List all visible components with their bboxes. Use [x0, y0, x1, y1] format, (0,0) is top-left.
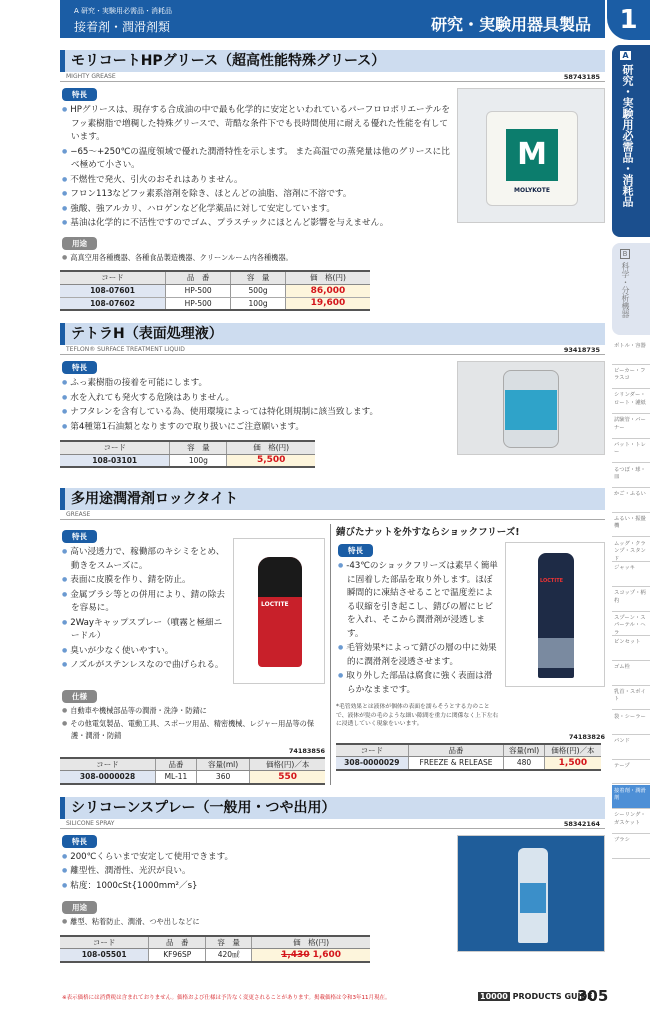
spec-badge: 仕様: [62, 690, 97, 703]
value-cell: 360: [196, 771, 250, 784]
footer-note: ※表示価格には消費税は含まれておりません。価格および仕様は予告なく変更されることがあります。掲載価格は令和3年11月現在。: [62, 994, 391, 1001]
header-subcategory: 接着剤・潤滑剤類: [74, 20, 171, 34]
image-brand-label: MOLYKOTE: [514, 187, 550, 194]
column-divider: [330, 524, 331, 785]
footnote: *毛管効果とは液体が個体の表面を濡らそうとする力のことで、液体が髪の毛のような細い隙間を重力に関係なく上下左右に浸透していく現象をいいます。: [336, 704, 499, 727]
sidebar-item[interactable]: バンド: [612, 735, 650, 760]
list-item: ● -43℃のショックフリーズは素早く簡単に固着した部品を取り外します。ほぼ瞬間的に凍結させることで温度差による収縮を引き起こし、錆びの層にヒビを入れ、そこから潤滑剤が浸透します。: [338, 559, 499, 641]
sidebar-item[interactable]: シリンダー・ロート・濾紙: [612, 389, 650, 414]
list-item: ● 2Wayキャップスプレー（噴霧と極細ニードル）: [62, 616, 227, 644]
column-header: 容量(ml): [504, 744, 544, 757]
price-cell: 86,000: [285, 284, 370, 297]
column-header: 価格(円)／本: [250, 758, 325, 771]
sidebar-item[interactable]: ビーカー・フラスコ: [612, 365, 650, 390]
column-header: コード: [60, 936, 149, 949]
tab-label: 研究・実験用必需品・消耗品: [621, 64, 634, 207]
price-table: [60, 440, 315, 468]
column-header: 容量(ml): [196, 758, 250, 771]
features-badge: 特長: [62, 835, 97, 848]
list-item: ● 強酸、強アルカリ、ハロゲンなど化学薬品に対して安定しています。: [62, 202, 451, 217]
features-badge: 特長: [62, 530, 97, 543]
list-item: ● 取り外した部品は腐食に強く表面は滑らかなままです。: [338, 669, 499, 697]
sidebar-item[interactable]: ムッグ・クランプ・スタンド: [612, 538, 650, 563]
sidebar-item[interactable]: ピンセット: [612, 636, 650, 661]
product-title: 多用途潤滑剤ロックタイト: [60, 488, 605, 510]
product-image-tetra: [457, 361, 605, 455]
price-cell: 550: [250, 771, 325, 784]
value-cell: KF96SP: [149, 949, 206, 962]
price-cell: [252, 949, 370, 962]
catalog-code: 58743185: [563, 73, 600, 81]
page-header: [60, 0, 605, 38]
sidebar-item[interactable]: ボトル・容器: [612, 340, 650, 365]
list-item: ● 毛管効果*によって錆びの層の中に効果的に潤滑剤を浸透させます。: [338, 641, 499, 669]
product-subtitle: [60, 819, 605, 829]
column-header: 品番: [408, 744, 504, 757]
usage-badge: 用途: [62, 237, 97, 250]
table-row: [60, 771, 325, 784]
guide-label: [478, 992, 593, 1001]
page-footer: [60, 986, 609, 1007]
subproduct-heading: 錆びたナットを外すならショックフリーズ!: [336, 527, 520, 538]
sidebar-item[interactable]: バット・トレー: [612, 439, 650, 464]
list-item: ● 金属ブラシ等との併用により、錆の除去を容易に。: [62, 588, 227, 616]
product-subtitle: [60, 510, 605, 520]
sidebar-item[interactable]: スプーン・スパーテル・ヘラ: [612, 612, 650, 637]
sidebar-item[interactable]: ゴム栓: [612, 661, 650, 686]
table-row: [60, 454, 315, 467]
column-header: コード: [60, 271, 166, 284]
usage-list: [60, 916, 451, 929]
price-cell: 19,600: [285, 297, 370, 310]
price-table: [60, 935, 370, 963]
list-item: ● 離型、粘着防止、潤滑、つや出しなどに: [62, 916, 451, 929]
sidebar-item[interactable]: 袋・シーラー: [612, 711, 650, 736]
header-section-title: 研究・実験用器具製品: [430, 15, 591, 34]
sidebar-item[interactable]: シーリング・ガスケット: [612, 809, 650, 834]
subtitle-text: MIGHTY GREASE: [66, 73, 116, 80]
list-item: ● 第4種第1石油類となりますので取り扱いにご注意願います。: [62, 420, 451, 435]
column-header: 容 量: [170, 441, 227, 454]
code-cell: 108-03101: [60, 454, 170, 467]
tab-label: 科学・分析機器: [621, 262, 630, 318]
tab-letter: B: [620, 249, 630, 259]
loctite-ml11-column: [60, 524, 325, 785]
catalog-code: 74183826: [568, 732, 605, 741]
list-item: ● 離型性、潤滑性、光沢が良い。: [62, 864, 451, 879]
product-title: シリコーンスプレー（一般用・つや出用）: [60, 797, 605, 819]
list-item: ● 臭いが少なく使いやすい。: [62, 644, 227, 659]
table-row: [60, 949, 370, 962]
list-item: ● 粘度：1000cSt{1000mm²／s}: [62, 879, 451, 894]
catalog-code: 74183856: [288, 746, 325, 755]
features-list: [336, 559, 499, 697]
sidebar-item[interactable]: るつぼ・球・皿: [612, 464, 650, 489]
list-item: ● 高い浸透力で、稼働部のキシミをとめ、動きをスムーズに。: [62, 545, 227, 573]
table-row: [60, 297, 370, 310]
product-section-tetra-h: [60, 323, 605, 468]
features-badge: 特長: [62, 88, 97, 101]
sidebar-item[interactable]: ブラシ: [612, 834, 650, 859]
main-column: [60, 0, 609, 1017]
catalog-code: 58342164: [563, 819, 600, 828]
value-cell: HP-500: [166, 284, 231, 297]
list-item: ● −65〜+250℃の温度領域で優れた潤滑特性を示します。 また高温での蒸発量は他のグリースに比べ極めて小さい。: [62, 145, 451, 173]
product-title: モリコートHPグリース（超高性能特殊グリース）: [60, 50, 605, 72]
sidebar-item[interactable]: スコップ・柄杓: [612, 587, 650, 612]
column-header: 価 格(円): [252, 936, 370, 949]
guide-number: 10000: [480, 991, 508, 1001]
price-table: [60, 757, 325, 785]
list-item: ● 不燃性で発火、引火のおそれはありません。: [62, 173, 451, 188]
list-item: ● 高真空用各種機器、各種食品製造機器、クリーンルーム内各種機器。: [62, 252, 451, 265]
features-list: [60, 376, 451, 434]
table-row: [60, 284, 370, 297]
sidebar-tab-b[interactable]: [612, 243, 650, 335]
list-item: ● 基油は化学的に不活性ですのでゴム、プラスチックにほとんど影響を与えません。: [62, 216, 451, 231]
price-table: [60, 270, 370, 311]
product-section-silicone-spray: [60, 797, 605, 963]
value-cell: FREEZE & RELEASE: [408, 757, 504, 770]
column-header: 価格(円)／本: [544, 744, 601, 757]
list-item: ● 200℃くらいまで安定して使用できます。: [62, 850, 451, 865]
old-price: 1,430: [281, 949, 310, 960]
list-item: ● 水を入れても発火する危険はありません。: [62, 391, 451, 406]
sidebar-item[interactable]: かご・ふるい: [612, 488, 650, 513]
price-cell: 1,500: [544, 757, 601, 770]
list-item: ● フロン113などフッ素系溶剤を除き、ほとんどの油脂、溶剤に不溶です。: [62, 187, 451, 202]
product-image-silicone-spray: [457, 835, 605, 952]
sidebar-item[interactable]: 接着剤・潤滑剤: [612, 785, 650, 810]
new-price: 1,600: [312, 949, 342, 960]
spec-list: [60, 705, 325, 743]
value-cell: 420㎖: [206, 949, 252, 962]
subtitle-text: GREASE: [66, 511, 91, 518]
list-item: ● その他電気製品、電動工具、スポーツ用品、精密機械、レジャー用品等の保護・潤滑・防錆: [62, 718, 325, 743]
product-subtitle: [60, 345, 605, 355]
column-header: コード: [60, 758, 156, 771]
code-cell: 108-05501: [60, 949, 149, 962]
subtitle-text: TEFLON® SURFACE TREATMENT LIQUID: [66, 346, 185, 353]
product-section-hp-grease: [60, 50, 605, 311]
chapter-tab[interactable]: 1: [607, 0, 650, 40]
value-cell: 500g: [231, 284, 286, 297]
usage-list: [60, 252, 451, 265]
image-brand-label: LOCTITE: [540, 578, 564, 584]
column-header: 容 量: [231, 271, 286, 284]
list-item: ● ふっ素樹脂の接着を可能にします。: [62, 376, 451, 391]
list-item: ● 自動車や機械部品等の潤滑・洗浄・防錆に: [62, 705, 325, 718]
image-brand-label: LOCTITE: [261, 601, 289, 608]
subtitle-text: SILICONE SPRAY: [66, 819, 115, 827]
list-item: ● HPグリースは、現存する合成油の中で最も化学的に安定といわれているパーフロロポリエーテルをフッ素樹脂で増稠した特殊グリースで、苛酷な条件下でも長時間使用に耐える優れた性能を有しています。: [62, 103, 451, 145]
sidebar-item[interactable]: ふるい・振盪機: [612, 513, 650, 538]
page-number: 305: [577, 986, 609, 1005]
column-header: コード: [60, 441, 170, 454]
features-list: [60, 103, 451, 231]
code-cell: 308-0000029: [336, 757, 408, 770]
column-header: 品 番: [166, 271, 231, 284]
column-header: 品 番: [149, 936, 206, 949]
product-section-loctite: [60, 488, 605, 785]
list-item: ● ノズルがステンレスなので曲げられる。: [62, 658, 227, 673]
product-image-freeze-release: [505, 542, 605, 687]
value-cell: HP-500: [166, 297, 231, 310]
value-cell: 100g: [170, 454, 227, 467]
code-cell: 108-07601: [60, 284, 166, 297]
product-image-grease: M MOLYKOTE: [457, 88, 605, 223]
tab-letter: A: [620, 51, 631, 60]
column-header: コード: [336, 744, 408, 757]
product-subtitle: [60, 72, 605, 82]
table-row: [336, 757, 601, 770]
code-cell: 108-07602: [60, 297, 166, 310]
list-item: ● 表面に皮膜を作り、錆を防止。: [62, 573, 227, 588]
list-item: ● ナフタレンを含有している為、使用環境によっては特化則規制に該当致します。: [62, 405, 451, 420]
sidebar-item[interactable]: 乳首・スポイト: [612, 686, 650, 711]
product-title: テトラH（表面処理液）: [60, 323, 605, 345]
features-list: [60, 850, 451, 894]
product-image-loctite-ml11: [233, 538, 325, 684]
column-header: 品番: [156, 758, 197, 771]
code-cell: 308-0000028: [60, 771, 156, 784]
sidebar-item[interactable]: 試験管・バーナー: [612, 414, 650, 439]
price-table: [336, 743, 601, 771]
value-cell: 100g: [231, 297, 286, 310]
column-header: 価 格(円): [227, 441, 315, 454]
value-cell: 480: [504, 757, 544, 770]
features-badge: 特長: [338, 544, 373, 557]
features-badge: 特長: [62, 361, 97, 374]
catalog-code: 93418735: [563, 346, 600, 354]
freeze-release-column: [336, 524, 605, 771]
price-cell: 5,500: [227, 454, 315, 467]
sidebar-item[interactable]: ジャッキ: [612, 562, 650, 587]
header-category: A 研究・実験用必需品・消耗品: [74, 7, 173, 15]
value-cell: ML-11: [156, 771, 197, 784]
column-header: 容 量: [206, 936, 252, 949]
guide-name: PRODUCTS GUIDE: [512, 991, 593, 1001]
usage-badge: 用途: [62, 901, 97, 914]
sidebar-item[interactable]: テープ: [612, 760, 650, 785]
column-header: 価 格(円): [285, 271, 370, 284]
features-list: [60, 545, 227, 673]
sidebar-tab-a[interactable]: [612, 45, 650, 237]
